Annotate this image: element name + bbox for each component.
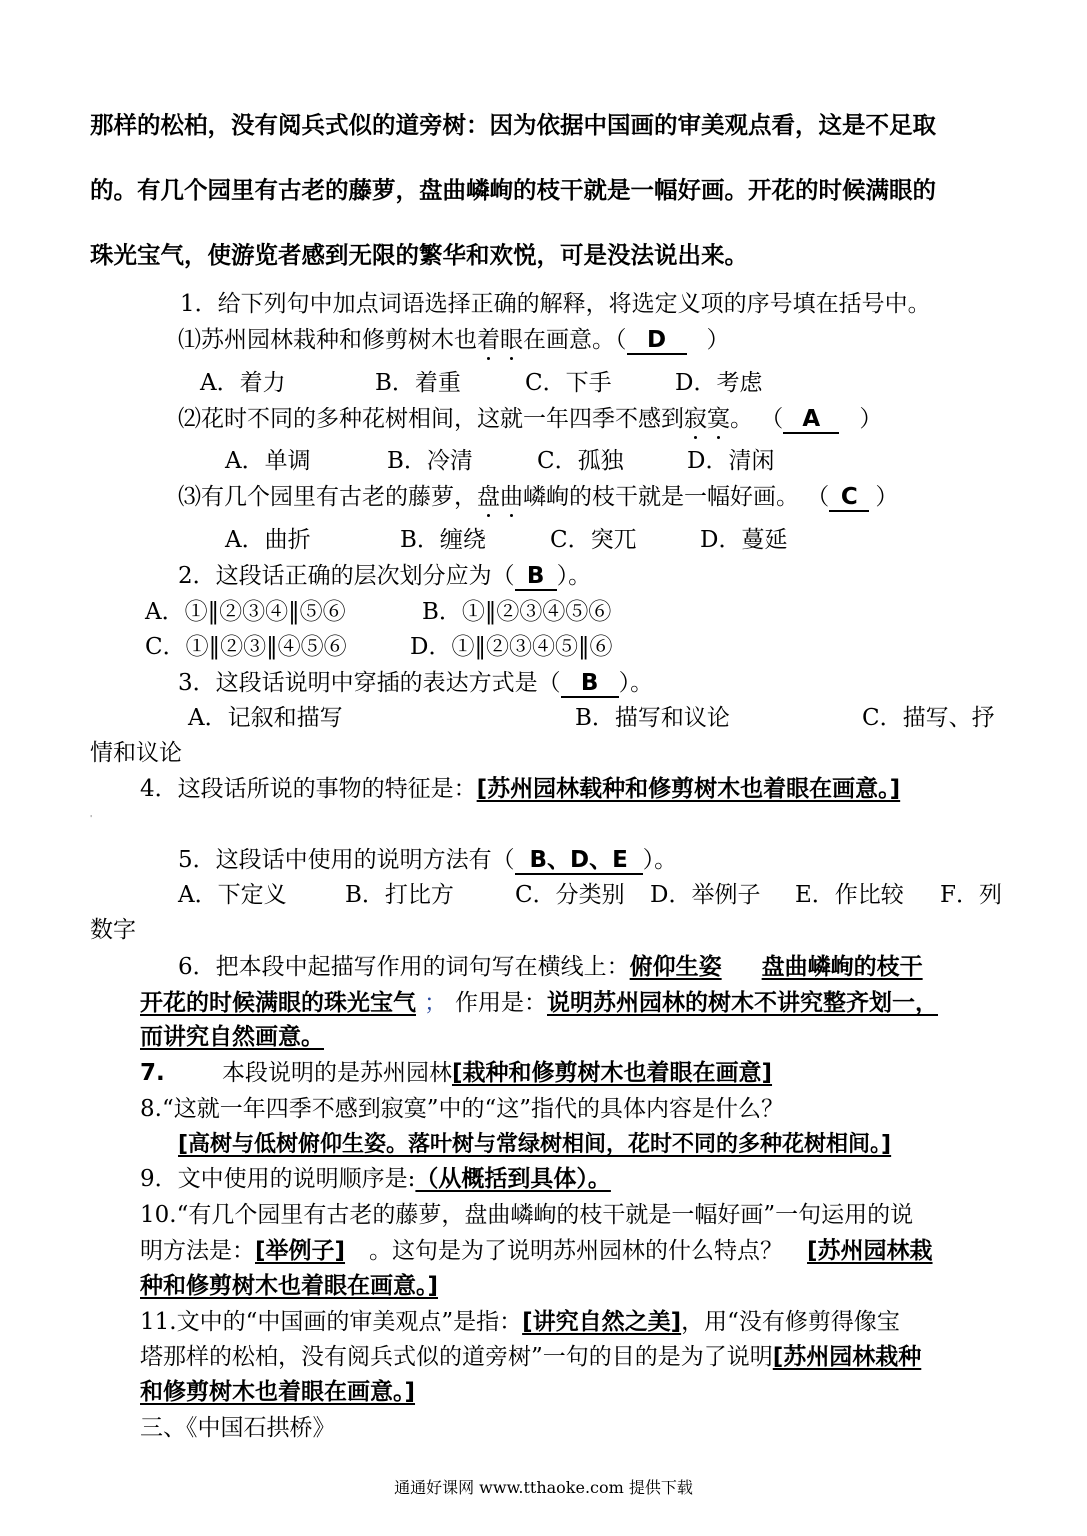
q6-line-2 — [140, 988, 938, 1018]
q3-stem — [178, 668, 653, 698]
passage-line-1: 那样的松柏，没有阅兵式似的道旁树：因为依据中国画的审美观点看，这是不足取 — [90, 111, 936, 139]
q10-line-2-mid: 。这句是为了说明苏州园林的什么特点？ — [369, 1238, 784, 1264]
q9-stem: 9．文中使用的说明顺序是: — [140, 1166, 416, 1192]
q4 — [140, 774, 900, 804]
q1-s3-close: ） — [875, 484, 899, 510]
q6-answer-4: 说明苏州园林的树木不讲究整齐划一， — [547, 990, 938, 1016]
q1-sentence-1 — [178, 325, 730, 355]
q6-answer-5: 而讲究自然画意。 — [140, 1024, 324, 1050]
q7-number: 7. — [140, 1060, 165, 1086]
q10-line-2-before: 明方法是： — [140, 1238, 255, 1264]
q2-option-d: D．①‖②③④⑤‖⑥ — [410, 634, 613, 660]
q1-s2-close: ） — [859, 406, 883, 432]
q1-s3-before: ⑶有几个园里有古老的藤萝， — [178, 484, 477, 510]
q7-answer: [栽种和修剪树木也着眼在画意] — [452, 1060, 773, 1086]
q1-s2-option-c: C．孤独 — [537, 448, 624, 474]
q1-sentence-3 — [178, 482, 898, 512]
q4-stem: 4．这段话所说的事物的特征是： — [140, 776, 477, 802]
q4-answer: [苏州园林载种和修剪树木也着眼在画意。] — [476, 776, 901, 802]
stray-mark: ' — [90, 814, 93, 823]
q7 — [140, 1058, 772, 1088]
q2-option-a: A．①‖②③④‖⑤⑥ — [145, 599, 346, 625]
q5-option-d: D．举例子 — [650, 882, 761, 908]
q1-s1-dotted-1: 着 — [477, 327, 500, 353]
q6-line-1 — [178, 952, 923, 982]
q7-stem: 本段说明的是苏州园林 — [222, 1060, 452, 1086]
q1-s3-after: 嶙峋的枝干就是一幅好画。 （ — [523, 484, 830, 510]
q11-line-1 — [140, 1307, 900, 1337]
q11-answer-2a: [苏州园林栽种 — [772, 1344, 922, 1370]
q1-s1-option-d: D．考虑 — [675, 370, 763, 396]
q1-s1-answer: D — [627, 327, 687, 355]
q2-stem — [178, 561, 591, 591]
q10-line-3 — [140, 1271, 438, 1301]
q1-s1-option-a: A．着力 — [200, 370, 286, 396]
q3-option-a: A．记叙和描写 — [188, 705, 343, 731]
q1-s3-answer: C — [829, 484, 869, 512]
q6-stem: 6．把本段中起描写作用的词句写在横线上： — [178, 954, 630, 980]
passage-line-3: 珠光宝气，使游览者感到无限的繁华和欢悦，可是没法说出来。 — [90, 241, 748, 269]
q5-option-f: F．列 — [940, 882, 1002, 908]
q1-s3-dotted-2: 曲 — [500, 484, 523, 510]
q10-answer-1: [举例子] — [255, 1238, 346, 1264]
q1-s2-dotted-1: 寂 — [684, 406, 707, 432]
q2-option-c: C．①‖②③‖④⑤⑥ — [145, 634, 347, 660]
q1-s3-option-d: D．蔓延 — [700, 527, 788, 553]
q6-line-3 — [140, 1022, 324, 1052]
q11-answer-2b: 和修剪树木也着眼在画意。] — [140, 1379, 416, 1405]
q6-mid: 作用是： — [455, 990, 547, 1016]
q10-answer-2b: 种和修剪树木也着眼在画意。] — [140, 1273, 439, 1299]
q2-stem-before: 2．这段话正确的层次划分应为（ — [178, 563, 515, 589]
q11-line-2 — [140, 1342, 921, 1372]
q11-line-3 — [140, 1377, 415, 1407]
q11-line-1-before: 11.文中的“中国画的审美观点”是指： — [140, 1309, 523, 1335]
q1-s2-answer: A — [783, 406, 839, 434]
q3-option-c: C．描写、抒 — [862, 705, 995, 731]
q3-option-b: B．描写和议论 — [575, 705, 730, 731]
q1-s2-option-a: A．单调 — [225, 448, 311, 474]
q5-option-b: B．打比方 — [345, 882, 454, 908]
q5-answer: B、D、E — [515, 847, 643, 875]
q1-s2-option-b: B．冷清 — [387, 448, 473, 474]
q1-s2-dotted-2: 寞 — [707, 406, 730, 432]
q3-answer: B — [561, 670, 619, 698]
passage-line-2: 的。有几个园里有古老的藤萝，盘曲嶙峋的枝干就是一幅好画。开花的时候满眼的 — [90, 176, 936, 204]
q8-answer-text: [高树与低树俯仰生姿。落叶树与常绿树相间，花时不同的多种花树相间。] — [178, 1132, 892, 1157]
q8-answer — [178, 1129, 891, 1160]
q3-option-c-wrap: 情和议论 — [90, 740, 182, 766]
q8-stem: 8.“这就一年四季不感到寂寞”中的“这”指代的具体内容是什么？ — [140, 1096, 784, 1122]
q5-option-a: A．下定义 — [178, 882, 287, 908]
section-heading: 三、《中国石拱桥》 — [140, 1415, 336, 1441]
page-footer: 通通好课网 www.tthaoke.com 提供下载 — [394, 1478, 693, 1497]
q1-s2-before: ⑵花时不同的多种花树相间，这就一年四季不感到 — [178, 406, 684, 432]
q1-s3-option-b: B．缠绕 — [400, 527, 486, 553]
q6-answer-2: 盘曲嶙峋的枝干 — [761, 954, 923, 980]
q1-s1-option-c: C．下手 — [525, 370, 612, 396]
q5-stem-before: 5．这段话中使用的说明方法有（ — [178, 847, 515, 873]
q6-answer-1: 俯仰生姿 — [629, 954, 722, 980]
q6-answer-3: 开花的时候满眼的珠光宝气 — [140, 990, 416, 1016]
q10-line-1: 10.“有几个园里有古老的藤萝，盘曲嶙峋的枝干就是一幅好画”一句运用的说 — [140, 1202, 914, 1228]
q11-line-2-before: 塔那样的松柏，没有阅兵式似的道旁树”一句的目的是为了说明 — [140, 1344, 773, 1370]
q1-sentence-2 — [178, 404, 882, 434]
q5-option-c: C．分类别 — [515, 882, 625, 908]
q1-s2-option-d: D．清闲 — [687, 448, 775, 474]
q5-option-e: E．作比较 — [795, 882, 904, 908]
q2-stem-after: ）。 — [556, 563, 592, 589]
q6-separator: ； — [424, 990, 447, 1016]
q5-stem — [178, 845, 677, 875]
q2-option-b: B．①‖②③④⑤⑥ — [422, 599, 612, 625]
q3-stem-before: 3．这段话说明中穿插的表达方式是（ — [178, 670, 561, 696]
q10-line-2 — [140, 1236, 933, 1266]
q2-answer: B — [515, 563, 557, 591]
q5-option-f-wrap: 数字 — [90, 917, 136, 943]
q3-stem-after: ）。 — [618, 670, 654, 696]
q1-s3-dotted-1: 盘 — [477, 484, 500, 510]
q10-answer-2a: [苏州园林栽 — [807, 1238, 933, 1264]
q1-stem: 1．给下列句中加点词语选择正确的解释，将选定义项的序号填在括号中。 — [180, 291, 931, 317]
q1-s1-close: ） — [706, 327, 730, 353]
q1-s2-after: 。 （ — [730, 406, 784, 432]
q1-s3-option-a: A．曲折 — [225, 527, 311, 553]
q1-s1-after: 在画意。（ — [523, 327, 627, 353]
q5-stem-after: ）。 — [642, 847, 678, 873]
q1-s1-option-b: B．着重 — [375, 370, 461, 396]
q1-s3-option-c: C．突兀 — [550, 527, 637, 553]
q9-answer: （从概括到具体）。 — [415, 1166, 611, 1192]
q1-s1-dotted-2: 眼 — [500, 327, 523, 353]
q1-s1-before: ⑴苏州园林栽种和修剪树木也 — [178, 327, 477, 353]
q9 — [140, 1164, 611, 1194]
q11-line-1-after: ，用“没有修剪得像宝 — [681, 1309, 900, 1335]
q11-answer-1: [讲究自然之美] — [522, 1309, 682, 1335]
